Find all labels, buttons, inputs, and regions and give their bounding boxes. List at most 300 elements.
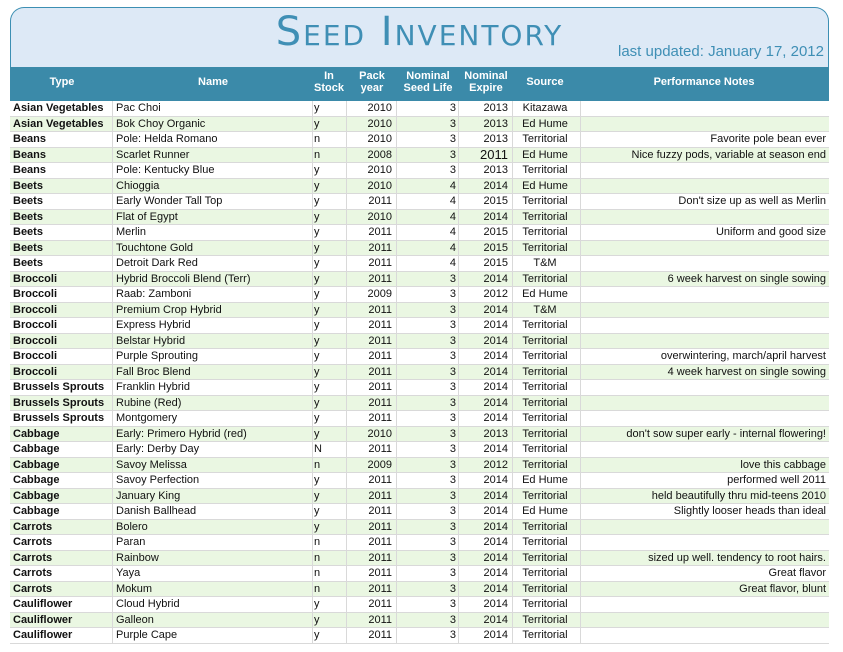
seed-life-cell[interactable]: 4 (449, 257, 456, 269)
expire-cell[interactable]: 2014 (483, 350, 508, 362)
source-cell[interactable]: Ed Hume (522, 505, 568, 517)
type-cell[interactable]: Broccoli (13, 272, 58, 285)
pack-year-cell[interactable]: 2011 (368, 412, 392, 424)
notes-cell[interactable]: 4 week harvest on single sowing (667, 365, 826, 378)
col-seed-life[interactable]: Nominal Seed Life (403, 70, 453, 94)
in-stock-cell[interactable]: n (314, 148, 321, 161)
notes-cell[interactable]: Favorite pole bean ever (710, 133, 826, 145)
in-stock-cell[interactable]: y (314, 365, 320, 378)
seed-life-cell[interactable]: 3 (449, 412, 456, 424)
name-cell[interactable]: Yaya (116, 567, 141, 579)
table-row (10, 458, 829, 474)
pack-year-cell[interactable]: 2011 (368, 629, 392, 641)
table-row (10, 241, 829, 257)
source-cell[interactable]: Territorial (522, 582, 568, 595)
notes-cell[interactable]: overwintering, march/april harvest (660, 350, 826, 362)
pack-year-cell[interactable]: 2011 (368, 241, 392, 254)
type-cell[interactable]: Asian Vegetables (13, 102, 104, 114)
table-row (10, 148, 829, 164)
pack-year-cell[interactable]: 2011 (368, 226, 392, 238)
source-cell[interactable]: Territorial (522, 226, 568, 238)
seed-life-cell[interactable]: 4 (449, 226, 456, 238)
pack-year-cell[interactable]: 2010 (367, 164, 392, 176)
notes-cell[interactable]: performed well 2011 (727, 474, 826, 486)
type-cell[interactable]: Carrots (13, 520, 53, 533)
table-row (10, 318, 829, 334)
type-cell[interactable]: Beets (13, 241, 43, 254)
type-cell[interactable]: Cabbage (13, 474, 60, 486)
expire-cell[interactable]: 2013 (483, 164, 508, 176)
seed-life-cell[interactable]: 3 (449, 133, 456, 145)
expire-cell[interactable]: 2015 (483, 257, 508, 269)
name-cell[interactable]: Pole: Kentucky Blue (116, 164, 215, 176)
type-cell[interactable]: Cabbage (13, 443, 60, 455)
notes-cell[interactable]: 6 week harvest on single sowing (667, 272, 826, 285)
pack-year-cell[interactable]: 2011 (368, 613, 392, 626)
name-cell[interactable]: Belstar Hybrid (116, 334, 186, 347)
seed-life-cell[interactable]: 3 (449, 598, 456, 610)
expire-cell[interactable]: 2014 (483, 381, 508, 393)
seed-life-cell[interactable]: 3 (449, 164, 456, 176)
table-header (10, 67, 829, 101)
seed-life-cell[interactable]: 3 (449, 365, 456, 378)
name-cell[interactable]: Pac Choi (116, 102, 161, 114)
type-cell[interactable]: Beans (13, 164, 47, 176)
expire-cell[interactable]: 2013 (483, 102, 508, 114)
name-cell[interactable]: Rubine (Red) (116, 396, 182, 409)
pack-year-cell[interactable]: 2010 (367, 427, 392, 440)
notes-cell[interactable]: don't sow super early - internal flowering! (626, 427, 826, 440)
type-cell[interactable]: Beans (13, 133, 47, 145)
type-cell[interactable]: Broccoli (13, 319, 58, 331)
seed-life-cell[interactable]: 3 (449, 505, 456, 517)
type-cell[interactable]: Beets (13, 210, 43, 223)
in-stock-cell[interactable]: n (314, 458, 321, 471)
in-stock-cell[interactable]: N (314, 443, 322, 455)
type-cell[interactable]: Asian Vegetables (13, 117, 104, 130)
source-cell[interactable]: Territorial (522, 613, 568, 626)
name-cell[interactable]: Franklin Hybrid (116, 381, 190, 393)
expire-cell[interactable]: 2013 (483, 117, 508, 130)
name-cell[interactable]: Galleon (116, 613, 154, 626)
col-expire[interactable]: Nominal Expire (464, 70, 508, 94)
pack-year-cell[interactable]: 2011 (368, 350, 392, 362)
seed-life-cell[interactable]: 3 (449, 272, 456, 285)
in-stock-cell[interactable]: y (314, 381, 320, 393)
expire-cell[interactable]: 2015 (483, 195, 508, 207)
in-stock-cell[interactable]: y (314, 613, 320, 626)
type-cell[interactable]: Broccoli (13, 334, 58, 347)
expire-cell[interactable]: 2014 (483, 536, 508, 548)
type-cell[interactable]: Cabbage (13, 505, 60, 517)
table-row (10, 613, 829, 629)
in-stock-cell[interactable]: y (314, 489, 320, 502)
name-cell[interactable]: Premium Crop Hybrid (116, 303, 222, 316)
col-notes[interactable]: Performance Notes (653, 76, 755, 88)
type-cell[interactable]: Beets (13, 257, 43, 269)
table-row (10, 287, 829, 303)
seed-life-cell[interactable]: 3 (449, 319, 456, 331)
name-cell[interactable]: Scarlet Runner (116, 148, 190, 161)
source-cell[interactable]: Ed Hume (522, 474, 568, 486)
source-cell[interactable]: T&M (533, 303, 557, 316)
pack-year-cell[interactable]: 2011 (368, 365, 392, 378)
source-cell[interactable]: Territorial (522, 443, 568, 455)
expire-cell[interactable]: 2014 (483, 520, 508, 533)
in-stock-cell[interactable]: y (314, 241, 320, 254)
col-pack-year[interactable]: Pack year (359, 70, 385, 94)
seed-life-cell[interactable]: 3 (449, 520, 456, 533)
seed-life-cell[interactable]: 3 (449, 536, 456, 548)
source-cell[interactable]: Territorial (522, 365, 568, 378)
source-cell[interactable]: Territorial (522, 396, 568, 409)
in-stock-cell[interactable]: y (314, 272, 320, 285)
seed-life-cell[interactable]: 3 (449, 582, 456, 595)
in-stock-cell[interactable]: y (314, 179, 320, 192)
pack-year-cell[interactable]: 2011 (368, 505, 392, 517)
notes-cell[interactable]: Uniform and good size (715, 226, 826, 238)
in-stock-cell[interactable]: y (314, 598, 320, 610)
expire-cell[interactable]: 2014 (483, 474, 508, 486)
type-cell[interactable]: Carrots (13, 582, 53, 595)
type-cell[interactable]: Broccoli (13, 365, 58, 378)
seed-life-cell[interactable]: 3 (449, 567, 456, 579)
pack-year-cell[interactable]: 2010 (367, 102, 392, 114)
expire-cell[interactable]: 2012 (483, 288, 508, 300)
in-stock-cell[interactable]: y (314, 334, 320, 347)
page-title: Seed Inventory (275, 9, 564, 55)
type-cell[interactable]: Brussels Sprouts (13, 412, 105, 424)
table-row (10, 179, 829, 195)
seed-life-cell[interactable]: 3 (449, 396, 456, 409)
pack-year-cell[interactable]: 2010 (367, 210, 392, 223)
seed-life-cell[interactable]: 4 (449, 210, 456, 223)
seed-life-cell[interactable]: 4 (449, 195, 456, 207)
expire-cell[interactable]: 2011 (480, 147, 508, 162)
source-cell[interactable]: Territorial (522, 520, 568, 533)
type-cell[interactable]: Cauliflower (13, 613, 73, 626)
in-stock-cell[interactable]: y (314, 396, 320, 409)
in-stock-cell[interactable]: y (314, 474, 320, 486)
seed-life-cell[interactable]: 4 (449, 241, 456, 254)
type-cell[interactable]: Brussels Sprouts (13, 396, 105, 409)
in-stock-cell[interactable]: y (314, 520, 320, 533)
seed-life-cell[interactable]: 3 (449, 458, 456, 471)
col-source[interactable]: Source (526, 76, 564, 88)
table-row (10, 504, 829, 520)
seed-life-cell[interactable]: 3 (449, 117, 456, 130)
seed-life-cell[interactable]: 3 (449, 489, 456, 502)
expire-cell[interactable]: 2014 (483, 551, 508, 564)
pack-year-cell[interactable]: 2011 (368, 257, 392, 269)
in-stock-cell[interactable]: n (314, 133, 321, 145)
pack-year-cell[interactable]: 2010 (367, 133, 392, 145)
pack-year-cell[interactable]: 2011 (368, 567, 392, 579)
source-cell[interactable]: Territorial (522, 319, 568, 331)
pack-year-cell[interactable]: 2011 (368, 272, 392, 285)
name-cell[interactable]: Fall Broc Blend (116, 365, 191, 378)
notes-cell[interactable]: Great flavor (768, 567, 826, 579)
in-stock-cell[interactable]: y (314, 195, 320, 207)
name-cell[interactable]: Chioggia (116, 179, 160, 192)
source-cell[interactable]: T&M (533, 257, 557, 269)
pack-year-cell[interactable]: 2011 (368, 319, 392, 331)
table-row (10, 597, 829, 613)
name-cell[interactable]: Savoy Melissa (116, 458, 187, 471)
name-cell[interactable]: Paran (116, 536, 146, 548)
name-cell[interactable]: Purple Sprouting (116, 350, 198, 362)
col-in-stock[interactable]: In Stock (314, 70, 344, 94)
name-cell[interactable]: Danish Ballhead (116, 505, 197, 517)
seed-life-cell[interactable]: 3 (449, 613, 456, 626)
name-cell[interactable]: Savoy Perfection (116, 474, 200, 486)
pack-year-cell[interactable]: 2011 (368, 381, 392, 393)
seed-life-cell[interactable]: 3 (449, 148, 456, 161)
type-cell[interactable]: Beets (13, 195, 43, 207)
source-cell[interactable]: Territorial (522, 629, 568, 641)
type-cell[interactable]: Cauliflower (13, 598, 73, 610)
in-stock-cell[interactable]: y (314, 319, 320, 331)
notes-cell[interactable]: sized up well. tendency to root hairs. (648, 551, 826, 564)
source-cell[interactable]: Territorial (522, 334, 568, 347)
notes-cell[interactable]: Slightly looser heads than ideal (673, 505, 826, 517)
pack-year-cell[interactable]: 2011 (368, 474, 392, 486)
table-row (10, 117, 829, 133)
pack-year-cell[interactable]: 2011 (368, 489, 392, 502)
expire-cell[interactable]: 2014 (483, 412, 508, 424)
name-cell[interactable]: Rainbow (116, 551, 159, 564)
name-cell[interactable]: Express Hybrid (116, 319, 191, 331)
type-cell[interactable]: Carrots (13, 536, 53, 548)
in-stock-cell[interactable]: y (314, 350, 320, 362)
in-stock-cell[interactable]: y (314, 288, 320, 300)
expire-cell[interactable]: 2014 (483, 334, 508, 347)
table-row (10, 442, 829, 458)
pack-year-cell[interactable]: 2011 (368, 396, 392, 409)
type-cell[interactable]: Broccoli (13, 288, 58, 300)
table-row (10, 582, 829, 598)
pack-year-cell[interactable]: 2011 (368, 443, 392, 455)
source-cell[interactable]: Territorial (522, 412, 568, 424)
source-cell[interactable]: Territorial (522, 536, 568, 548)
source-cell[interactable]: Territorial (522, 551, 568, 564)
pack-year-cell[interactable]: 2011 (368, 195, 392, 207)
spreadsheet (10, 7, 829, 652)
table-row (10, 551, 829, 567)
expire-cell[interactable]: 2014 (483, 179, 508, 192)
expire-cell[interactable]: 2014 (483, 505, 508, 517)
name-cell[interactable]: January King (116, 489, 181, 502)
source-cell[interactable]: Kitazawa (522, 102, 568, 114)
table-row (10, 365, 829, 381)
seed-life-cell[interactable]: 3 (449, 288, 456, 300)
in-stock-cell[interactable]: y (314, 629, 320, 641)
expire-cell[interactable]: 2014 (483, 443, 508, 455)
expire-cell[interactable]: 2014 (483, 489, 508, 502)
expire-cell[interactable]: 2014 (483, 582, 508, 595)
type-cell[interactable]: Beans (13, 148, 47, 161)
type-cell[interactable]: Beets (13, 179, 43, 192)
expire-cell[interactable]: 2014 (483, 272, 508, 285)
source-cell[interactable]: Territorial (522, 567, 568, 579)
pack-year-cell[interactable]: 2011 (368, 303, 392, 316)
seed-life-cell[interactable]: 4 (449, 179, 456, 192)
table-row (10, 194, 829, 210)
source-cell[interactable]: Ed Hume (522, 288, 568, 300)
source-cell[interactable]: Territorial (522, 458, 568, 471)
source-cell[interactable]: Territorial (522, 241, 568, 254)
expire-cell[interactable]: 2014 (483, 303, 508, 316)
seed-life-cell[interactable]: 3 (449, 102, 456, 114)
expire-cell[interactable]: 2014 (483, 598, 508, 610)
source-cell[interactable]: Ed Hume (522, 179, 568, 192)
type-cell[interactable]: Brussels Sprouts (13, 381, 105, 393)
in-stock-cell[interactable]: n (314, 536, 321, 548)
source-cell[interactable]: Territorial (522, 350, 568, 362)
table-row (10, 334, 829, 350)
expire-cell[interactable]: 2015 (483, 226, 508, 238)
table-row (10, 396, 829, 412)
name-cell[interactable]: Bok Choy Organic (116, 117, 206, 130)
name-cell[interactable]: Purple Cape (116, 629, 178, 641)
expire-cell[interactable]: 2012 (483, 458, 508, 471)
expire-cell[interactable]: 2014 (483, 319, 508, 331)
in-stock-cell[interactable]: y (314, 412, 320, 424)
name-cell[interactable]: Early: Primero Hybrid (red) (116, 427, 247, 440)
pack-year-cell[interactable]: 2011 (368, 551, 392, 564)
in-stock-cell[interactable]: y (314, 257, 320, 269)
type-cell[interactable]: Cabbage (13, 427, 60, 440)
in-stock-cell[interactable]: y (314, 226, 320, 238)
type-cell[interactable]: Beets (13, 226, 43, 238)
expire-cell[interactable]: 2014 (483, 210, 508, 223)
in-stock-cell[interactable]: y (314, 505, 320, 517)
name-cell[interactable]: Montgomery (116, 412, 178, 424)
name-cell[interactable]: Raab: Zamboni (116, 288, 192, 300)
expire-cell[interactable]: 2013 (483, 133, 508, 145)
name-cell[interactable]: Pole: Helda Romano (116, 133, 218, 145)
source-cell[interactable]: Territorial (522, 133, 568, 145)
name-cell[interactable]: Bolero (116, 520, 148, 533)
type-cell[interactable]: Cabbage (13, 458, 60, 471)
seed-life-cell[interactable]: 3 (449, 443, 456, 455)
source-cell[interactable]: Territorial (522, 195, 568, 207)
expire-cell[interactable]: 2014 (483, 567, 508, 579)
source-cell[interactable]: Territorial (522, 272, 568, 285)
notes-cell[interactable]: held beautifully thru mid-teens 2010 (651, 489, 826, 502)
notes-cell[interactable]: love this cabbage (740, 458, 826, 471)
pack-year-cell[interactable]: 2011 (368, 536, 392, 548)
last-updated: last updated: January 17, 2012 (618, 43, 824, 60)
in-stock-cell[interactable]: y (314, 164, 320, 176)
in-stock-cell[interactable]: y (314, 210, 320, 223)
name-cell[interactable]: Cloud Hybrid (116, 598, 180, 610)
in-stock-cell[interactable]: n (314, 567, 321, 579)
name-cell[interactable]: Touchtone Gold (116, 241, 194, 254)
name-cell[interactable]: Early Wonder Tall Top (116, 195, 223, 207)
name-cell[interactable]: Detroit Dark Red (116, 257, 198, 269)
expire-cell[interactable]: 2015 (483, 241, 508, 254)
pack-year-cell[interactable]: 2011 (368, 582, 392, 595)
table-row (10, 132, 829, 148)
expire-cell[interactable]: 2014 (483, 613, 508, 626)
type-cell[interactable]: Cabbage (13, 489, 60, 502)
source-cell[interactable]: Territorial (522, 598, 568, 610)
in-stock-cell[interactable]: y (314, 427, 320, 440)
source-cell[interactable]: Ed Hume (522, 148, 568, 161)
seed-life-cell[interactable]: 3 (449, 350, 456, 362)
in-stock-cell[interactable]: n (314, 551, 321, 564)
table-row (10, 380, 829, 396)
type-cell[interactable]: Carrots (13, 551, 53, 564)
type-cell[interactable]: Cauliflower (13, 629, 73, 641)
expire-cell[interactable]: 2014 (483, 629, 508, 641)
table-row (10, 535, 829, 551)
table-row (10, 349, 829, 365)
in-stock-cell[interactable]: y (314, 117, 320, 130)
source-cell[interactable]: Territorial (522, 210, 568, 223)
name-cell[interactable]: Mokum (116, 582, 153, 595)
expire-cell[interactable]: 2014 (483, 365, 508, 378)
pack-year-cell[interactable]: 2009 (367, 458, 392, 471)
type-cell[interactable]: Broccoli (13, 303, 58, 316)
seed-life-cell[interactable]: 3 (449, 427, 456, 440)
table-row (10, 411, 829, 427)
seed-life-cell[interactable]: 3 (449, 381, 456, 393)
col-type[interactable]: Type (49, 76, 75, 88)
notes-cell[interactable]: Nice fuzzy pods, variable at season end (631, 148, 826, 161)
pack-year-cell[interactable]: 2011 (368, 334, 392, 347)
source-cell[interactable]: Territorial (522, 489, 568, 502)
pack-year-cell[interactable]: 2010 (367, 117, 392, 130)
table-row (10, 303, 829, 319)
in-stock-cell[interactable]: n (314, 582, 321, 595)
pack-year-cell[interactable]: 2011 (368, 598, 392, 610)
table-row (10, 101, 829, 117)
table-row (10, 473, 829, 489)
name-cell[interactable]: Merlin (116, 226, 146, 238)
expire-cell[interactable]: 2014 (483, 396, 508, 409)
table-body (10, 101, 829, 644)
pack-year-cell[interactable]: 2008 (367, 148, 392, 161)
type-cell[interactable]: Broccoli (13, 350, 58, 362)
seed-life-cell[interactable]: 3 (449, 551, 456, 564)
in-stock-cell[interactable]: y (314, 303, 320, 316)
pack-year-cell[interactable]: 2010 (367, 179, 392, 192)
pack-year-cell[interactable]: 2011 (368, 520, 392, 533)
source-cell[interactable]: Ed Hume (522, 117, 568, 130)
in-stock-cell[interactable]: y (314, 102, 320, 114)
source-cell[interactable]: Territorial (522, 381, 568, 393)
notes-cell[interactable]: Great flavor, blunt (739, 582, 826, 595)
title-panel (10, 7, 829, 68)
seed-life-cell[interactable]: 3 (449, 334, 456, 347)
source-cell[interactable]: Territorial (522, 164, 568, 176)
expire-cell[interactable]: 2013 (483, 427, 508, 440)
name-cell[interactable]: Early: Derby Day (116, 443, 200, 455)
type-cell[interactable]: Carrots (13, 567, 53, 579)
pack-year-cell[interactable]: 2009 (367, 288, 392, 300)
seed-life-cell[interactable]: 3 (449, 629, 456, 641)
name-cell[interactable]: Flat of Egypt (116, 210, 178, 223)
name-cell[interactable]: Hybrid Broccoli Blend (Terr) (116, 272, 251, 285)
col-name[interactable]: Name (198, 76, 228, 88)
source-cell[interactable]: Territorial (522, 427, 568, 440)
table-row (10, 489, 829, 505)
notes-cell[interactable]: Don't size up as well as Merlin (678, 195, 826, 207)
seed-life-cell[interactable]: 3 (449, 303, 456, 316)
seed-life-cell[interactable]: 3 (449, 474, 456, 486)
